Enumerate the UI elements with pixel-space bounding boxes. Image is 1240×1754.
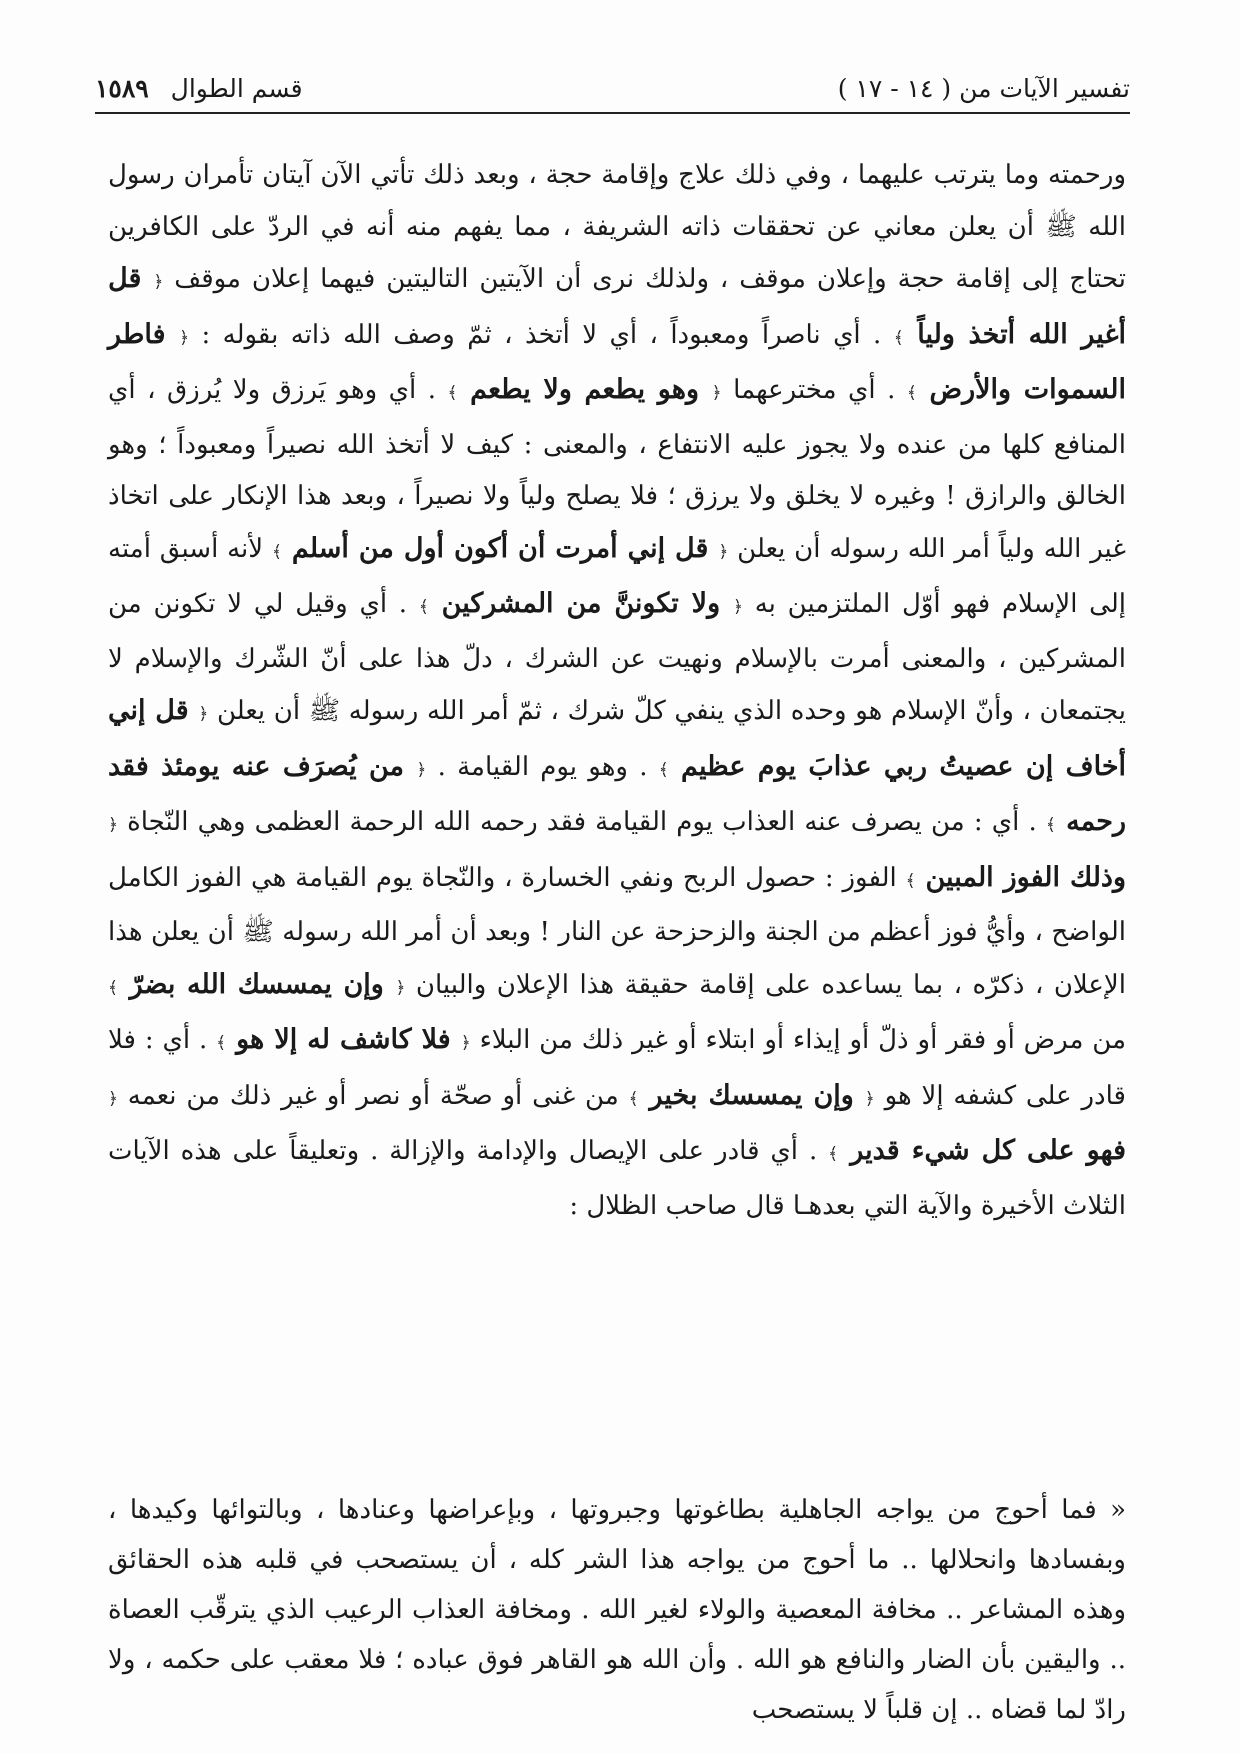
verse-close-ornament-icon: ﴾: [1045, 815, 1056, 835]
quranic-verse: فهو على كل شيء قدير: [838, 1135, 1126, 1166]
verse-open-ornament-icon: ﴿: [733, 597, 743, 617]
verse-close-ornament-icon: ﴾: [271, 541, 282, 562]
verse-open-ornament-icon: ﴿: [718, 541, 729, 562]
quranic-verse: قل إني أخاف إن عصيتُ ربي عذابَ يوم عظيم: [108, 695, 1127, 782]
verse-open-ornament-icon: ﴿: [711, 383, 722, 403]
header-left: [95, 74, 303, 103]
verse-close-ornament-icon: ﴾: [447, 383, 458, 403]
text-run: . أي مخترعهما: [721, 375, 907, 405]
text-run: . أي : فلا قادر على كشفه إلا هو: [108, 1025, 1126, 1111]
quranic-verse: فلا كاشف له إلا هو: [226, 1024, 461, 1055]
quranic-verse: وذلك الفوز المبين: [915, 861, 1126, 893]
text-run: ورحمته وما يترتب عليهما ، وفي ذلك علاج وإقامة حجة ، وبعد ذلك تأتي الآن آيتان تأمران رسول الله ﷺ أن يعلن معاني عن تحققات ذاته الشريفة ، مما يفهم منه أنه في الردّ على الكافرين تحتاج إلى إقامة حجة وإعلان موقف ، ولذلك نرى أن الآيتين التاليتين فيهما إعلان موقف: [108, 160, 1126, 294]
verse-close-ornament-icon: ﴾: [828, 1144, 839, 1164]
verse-close-ornament-icon: ﴾: [905, 870, 916, 891]
quranic-verse: من يُصرَف عنه يومئذ فقد رحمه: [108, 750, 1126, 837]
verse-close-ornament-icon: ﴾: [628, 1088, 639, 1109]
header-rule: [95, 112, 1130, 114]
text-run: . أي : من يصرف عنه العذاب يوم القيامة فقد رحمه الله الرحمة العظمى وهي النّجاة: [117, 807, 1046, 837]
quotation-text: « فما أحوج من يواجه الجاهلية بطاغوتها وجبروتها ، وبإعراضها وعنادها ، وبالتوائها وكيدها ، وبفسادها وانحلالها .. ما أحوج من يواجه هذا الشر كله ، أن يستصحب في قلبه هذه الحقائق وهذه المشاعر .. مخافة المعصية والولاء لغير الله . ومخافة العذاب الرعيب الذي يترقّب العصاة .. واليقين بأن الضار والنافع هو الله . وأن الله هو القاهر فوق عباده ؛ فلا معقب على حكمه ، ولا رادّ لما قضاه .. إن قلباً لا يستصحب: [108, 1495, 1126, 1725]
verse-open-ornament-icon: ﴿: [153, 272, 164, 292]
verse-open-ornament-icon: ﴿: [108, 815, 118, 835]
text-run: . وهو يوم القيامة .: [426, 751, 659, 782]
verse-close-ornament-icon: ﴾: [108, 977, 118, 998]
section-name: قسم الطوال: [170, 74, 303, 103]
verse-close-ornament-icon: ﴾: [216, 1033, 227, 1053]
verse-open-ornament-icon: ﴿: [460, 1033, 471, 1053]
quranic-verse: وإن يمسسك بخير: [638, 1079, 865, 1111]
verse-close-ornament-icon: ﴾: [658, 759, 669, 780]
text-run: . أي وهو يَرزق ولا يُرزق ، أي المنافع كلها من عنده ولا يجوز عليه الانتفاع ، والمعنى : كيف لا أتخذ الله نصيراً ومعبوداً ؛ وهو الخالق والرازق ! وغيره لا يخلق ولا يرزق ؛ فلا يصلح ولياً ولا نصيراً ، وبعد هذا الإنكار على اتخاذ غير الله ولياً أمر الله رسوله أن يعلن: [108, 375, 1126, 564]
text-run: من مرض أو فقر أو ذلّ أو إيذاء أو ابتلاء أو غير ذلك من البلاء: [470, 1025, 1127, 1055]
verse-open-ornament-icon: ﴿: [395, 977, 406, 998]
verse-close-ornament-icon: ﴾: [906, 383, 917, 403]
quranic-verse: قل إني أمرت أن أكون أول من أسلم: [281, 532, 719, 564]
verse-open-ornament-icon: ﴿: [864, 1088, 875, 1109]
verse-open-ornament-icon: ﴿: [416, 759, 427, 780]
quranic-verse: فاطر السموات والأرض: [108, 318, 1126, 405]
main-text: [108, 150, 1126, 1232]
text-run: . أي وقيل لي لا تكونن من المشركين ، والمعنى أمرت بالإسلام ونهيت عن الشرك ، دلّ هذا على أنّ الشّرك والإسلام لا يجتمعان ، وأنّ الإسلام هو وحده الذي ينفي كلّ شرك ، ثمّ أمر الله رسوله ﷺ أن يعلن: [108, 589, 1126, 726]
verse-open-ornament-icon: ﴿: [198, 704, 209, 724]
text-run: . أي قادر على الإيصال والإدامة والإزالة . وتعليقاً على هذه الآيات الثلاث الأخيرة والآية التي بعدهـا قال صاحب الظلال :: [108, 1136, 1126, 1221]
text-run: لأنه أسبق أمته إلى الإسلام فهو أوّل الملتزمين به: [108, 533, 1126, 619]
paragraph: [108, 150, 1126, 1232]
verse-open-ornament-icon: ﴿: [108, 1088, 118, 1109]
quranic-verse: ولا تكوننَّ من المشركين: [428, 588, 734, 619]
quranic-verse: وهو يطعم ولا يطعم: [457, 374, 712, 405]
text-run: الفوز : حصول الربح ونفي الخسارة ، والنّجاة يوم القيامة هي الفوز الكامل الواضح ، وأيُّ فوز أعظم من الجنة والزحزحة عن النار ! وبعد أن أمر الله رسوله ﷺ أن يعلن هذا الإعلان ، ذكرّه ، بما يساعده على إقامة حقيقة هذا الإعلان والبيان: [108, 862, 1126, 1000]
verse-close-ornament-icon: ﴾: [893, 327, 904, 348]
text-run: . أي ناصراً ومعبوداً ، أي لا أتخذ ، ثمّ وصف الله ذاته بقوله :: [189, 319, 894, 350]
quotation-block: [108, 1485, 1126, 1735]
quranic-verse: وإن يمسسك الله بضرّ: [117, 968, 396, 1000]
verse-open-ornament-icon: ﴿: [179, 327, 190, 348]
page-number: ١٥٨٩: [95, 74, 149, 103]
text-run: من غنى أو صحّة أو نصر أو غير ذلك من نعمه: [117, 1080, 629, 1111]
running-title: تفسير الآيات من ( ١٤ - ١٧ ): [837, 74, 1130, 103]
quranic-verse: قل أغير الله أتخذ ولياً: [108, 263, 1126, 350]
verse-close-ornament-icon: ﴾: [418, 597, 429, 617]
page-header: [95, 68, 1130, 108]
